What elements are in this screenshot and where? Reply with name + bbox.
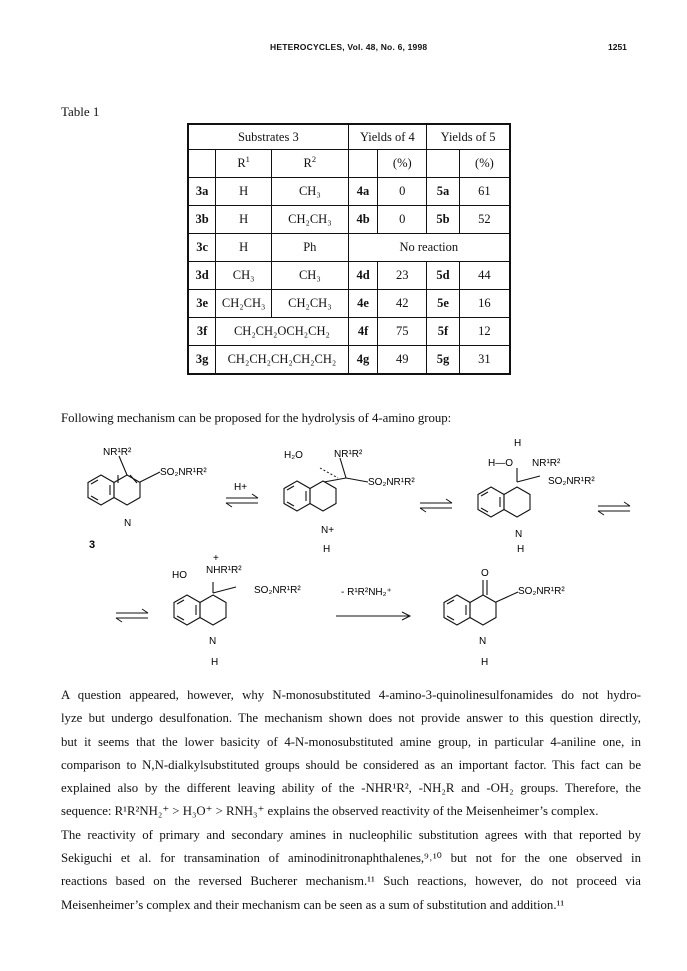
r1r2-ring-cell: CH₂CH₂CH₂CH₂CH₂ <box>216 346 348 375</box>
structure-quinolone <box>444 568 565 668</box>
amine-label-2: NR¹R² <box>334 449 363 460</box>
ring-nplus-label: N+ <box>321 525 335 536</box>
product-4-id: 4b <box>348 206 378 234</box>
nh-label: H <box>323 544 331 555</box>
ring-n-label-4: N <box>209 636 217 647</box>
paragraph-line: lyze but undergo desulfonation. The mechanism shown does not provide answer to this question directly, <box>61 711 641 726</box>
product-5-id: 5e <box>427 290 460 318</box>
structure-ammonium-adduct <box>172 553 301 668</box>
nh-label-3: H <box>517 544 525 555</box>
r1-cell: H <box>216 178 272 206</box>
yield-5: 12 <box>459 318 510 346</box>
product-4-id: 4f <box>348 318 378 346</box>
product-5-id: 5f <box>427 318 460 346</box>
product-5-id: 5a <box>427 178 460 206</box>
product-5-id: 5d <box>427 262 460 290</box>
reaction-arrow <box>336 612 410 620</box>
r1-cell: H <box>216 206 272 234</box>
carbonyl-o-label: O <box>481 568 489 579</box>
journal-citation: HETEROCYCLES, Vol. 48, No. 6, 1998 <box>270 42 428 52</box>
table-header-row <box>188 124 510 150</box>
table-row <box>188 346 510 375</box>
amine-label-3: NR¹R² <box>532 458 561 469</box>
empty-cell <box>427 150 460 178</box>
paragraph-line: A question appeared, however, why N-monosubstituted 4-amino-3-quinolinesulfonamides do not hydro- <box>61 688 641 702</box>
equilibrium-arrow <box>116 609 148 622</box>
yield-5: 31 <box>459 346 510 375</box>
table-row <box>188 318 510 346</box>
paragraph-line: reactions based on the reversed Bucherer mechanism.¹¹ Such reactions, however, do not proceed via <box>61 874 641 889</box>
product-4-id: 4a <box>348 178 378 206</box>
r2-cell: CH₂CH₃ <box>272 290 349 318</box>
sulfonamide-label: SO₂NR¹R² <box>160 467 207 478</box>
structure-3 <box>88 447 207 551</box>
paragraph-line: sequence: R¹R²NH₂⁺ > H₃O⁺ > RNH₃⁺ explains the observed reactivity of the Meisenheimer’s complex. <box>61 804 599 819</box>
compound-3-label: 3 <box>89 539 96 551</box>
structure-protonated <box>284 449 415 555</box>
r1-cell: H <box>216 234 272 262</box>
substrate-id: 3b <box>188 206 216 234</box>
yield-4: 0 <box>378 178 427 206</box>
oxonium-label: H—O <box>488 458 513 469</box>
empty-cell <box>348 150 378 178</box>
paragraph-line: Meisenheimer’s complex and their mechanism can be seen as a sum of substitution and addition.¹¹ <box>61 897 565 912</box>
substrate-id: 3e <box>188 290 216 318</box>
equilibrium-arrow <box>226 494 258 507</box>
r1-cell: CH₃ <box>216 262 272 290</box>
table-row <box>188 234 510 262</box>
r2-cell: CH₃ <box>272 178 349 206</box>
header-r2: $R^2$ <box>272 150 349 178</box>
substrates-yields-table <box>187 123 511 375</box>
yield-5: 52 <box>459 206 510 234</box>
table-row <box>188 262 510 290</box>
substrate-id: 3f <box>188 318 216 346</box>
discussion-paragraph <box>61 684 641 917</box>
hydrolysis-mechanism-scheme <box>0 430 687 670</box>
product-5-id: 5g <box>427 346 460 375</box>
table-label: Table 1 <box>61 104 100 119</box>
header-yields-4: Yields of 4 <box>348 124 426 150</box>
product-4-id: 4d <box>348 262 378 290</box>
yield-4: 42 <box>378 290 427 318</box>
r2-cell: CH₂CH₃ <box>272 206 349 234</box>
page-number: 1251 <box>608 42 627 52</box>
equilibrium-arrow <box>598 502 630 515</box>
yield-4: 0 <box>378 206 427 234</box>
r1-cell: CH₂CH₃ <box>216 290 272 318</box>
table-row <box>188 206 510 234</box>
table-row <box>188 290 510 318</box>
paragraph-line: comparison to N,N-dialkylsubstituted groups should be considered as an important factor. This fact can be <box>61 757 641 772</box>
substrate-id: 3d <box>188 262 216 290</box>
sulfonamide-label-3: SO₂NR¹R² <box>548 476 595 487</box>
paragraph-line: but it seems that the lower basicity of 4-N-monosubstituted amine group, in particular 4-aniline one, in <box>61 734 641 749</box>
product-5-id: 5b <box>427 206 460 234</box>
empty-cell <box>188 150 216 178</box>
leaving-group-label: - R¹R²NH₂⁺ <box>341 587 392 598</box>
r1r2-ring-cell: CH₂CH₂OCH₂CH₂ <box>216 318 348 346</box>
header-yields-5: Yields of 5 <box>427 124 510 150</box>
yield-4: 49 <box>378 346 427 375</box>
paragraph-line: explained also by the different leaving ability of the -NHR¹R², -NH₂R and -OH₂ groups. Therefore, the <box>61 781 641 796</box>
ammonium-label: NHR¹R² <box>206 565 242 576</box>
ring-n-label-3: N <box>515 529 523 540</box>
substrate-id: 3a <box>188 178 216 206</box>
structure-oxonium-adduct <box>478 438 595 555</box>
product-4-id: 4g <box>348 346 378 375</box>
mechanism-intro: Following mechanism can be proposed for the hydrolysis of 4-amino group: <box>61 411 452 425</box>
plus-label: + <box>213 553 219 564</box>
yield-4: 23 <box>378 262 427 290</box>
sulfonamide-label-4: SO₂NR¹R² <box>254 585 301 596</box>
no-reaction-note: No reaction <box>348 234 510 262</box>
yield-4: 75 <box>378 318 427 346</box>
r2-cell: Ph <box>272 234 349 262</box>
header-substrates: Substrates 3 <box>188 124 348 150</box>
table-subheader-row <box>188 150 510 178</box>
substrate-id: 3g <box>188 346 216 375</box>
yield-5: 61 <box>459 178 510 206</box>
ring-n-label-5: N <box>479 636 487 647</box>
running-head <box>0 40 687 56</box>
oxonium-h-label: H <box>514 438 522 449</box>
r2-cell: CH₃ <box>272 262 349 290</box>
sulfonamide-label-5: SO₂NR¹R² <box>518 586 565 597</box>
header-unit-5: (%) <box>459 150 510 178</box>
yield-5: 44 <box>459 262 510 290</box>
equilibrium-arrow <box>420 499 452 512</box>
hydroxy-label: HO <box>172 570 187 581</box>
product-4-id: 4e <box>348 290 378 318</box>
water-label: H₂O <box>284 450 303 461</box>
ring-n-label: N <box>124 518 132 529</box>
yield-5: 16 <box>459 290 510 318</box>
substrate-id: 3c <box>188 234 216 262</box>
table-row <box>188 178 510 206</box>
nh-label-4: H <box>211 657 219 668</box>
amine-label: NR¹R² <box>103 447 132 458</box>
paragraph-line: Sekiguchi et al. for transamination of aminodinitronaphthalenes,⁹˒¹⁰ but not for the one observed in <box>61 851 641 866</box>
sulfonamide-label-2: SO₂NR¹R² <box>368 477 415 488</box>
header-unit-4: (%) <box>378 150 427 178</box>
nh-label-5: H <box>481 657 489 668</box>
paragraph-line: The reactivity of primary and secondary amines in nucleophilic substitution agrees with that reported by <box>61 827 641 842</box>
proton-label: H+ <box>234 482 248 493</box>
header-r1: $R^1$ <box>216 150 272 178</box>
